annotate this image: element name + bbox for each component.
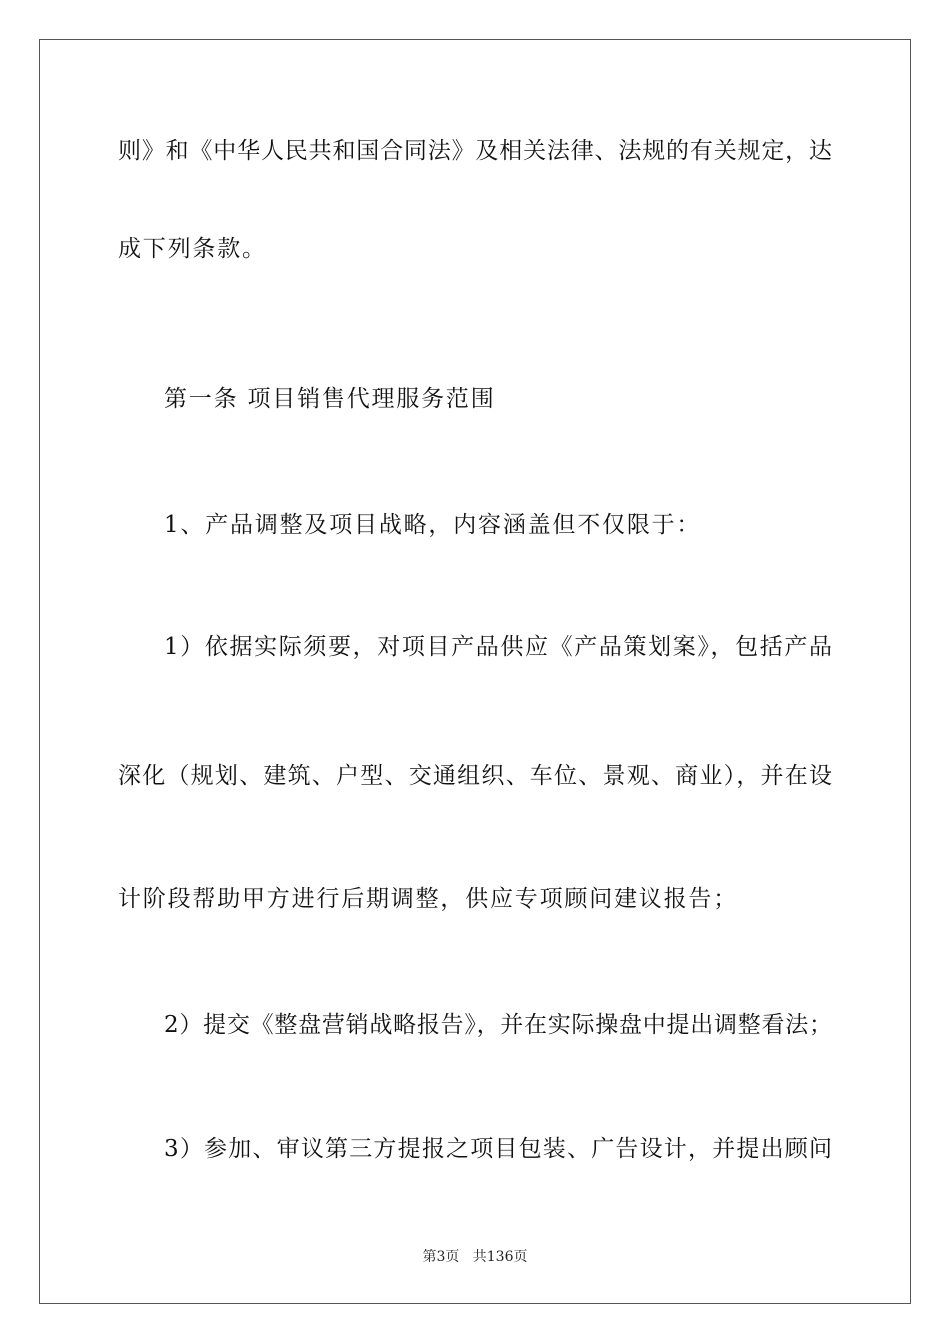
paragraph-line: 成下列条款。: [118, 236, 267, 262]
paragraph-line: 则》和《中华人民共和国合同法》及相关法律、法规的有关规定，达: [118, 138, 832, 164]
paragraph-line: 计阶段帮助甲方进行后期调整，供应专项顾问建议报告；: [118, 886, 738, 912]
section-heading: 第一条 项目销售代理服务范围: [164, 386, 496, 412]
page-number: 第3页: [422, 1249, 460, 1265]
paragraph-line: 3）参加、审议第三方提报之项目包装、广告设计，并提出顾问: [164, 1136, 832, 1162]
page-total: 共136页: [472, 1249, 528, 1265]
page-border: [39, 39, 911, 1304]
paragraph-line: 2）提交《整盘营销战略报告》，并在实际操盘中提出调整看法；: [164, 1012, 832, 1038]
page-footer: [0, 1248, 950, 1266]
paragraph-line: 深化（规划、建筑、户型、交通组织、车位、景观、商业），并在设: [118, 763, 832, 789]
paragraph-line: 1）依据实际须要，对项目产品供应《产品策划案》，包括产品: [164, 634, 832, 660]
paragraph-line: 1、产品调整及项目战略，内容涵盖但不仅限于：: [164, 512, 702, 538]
